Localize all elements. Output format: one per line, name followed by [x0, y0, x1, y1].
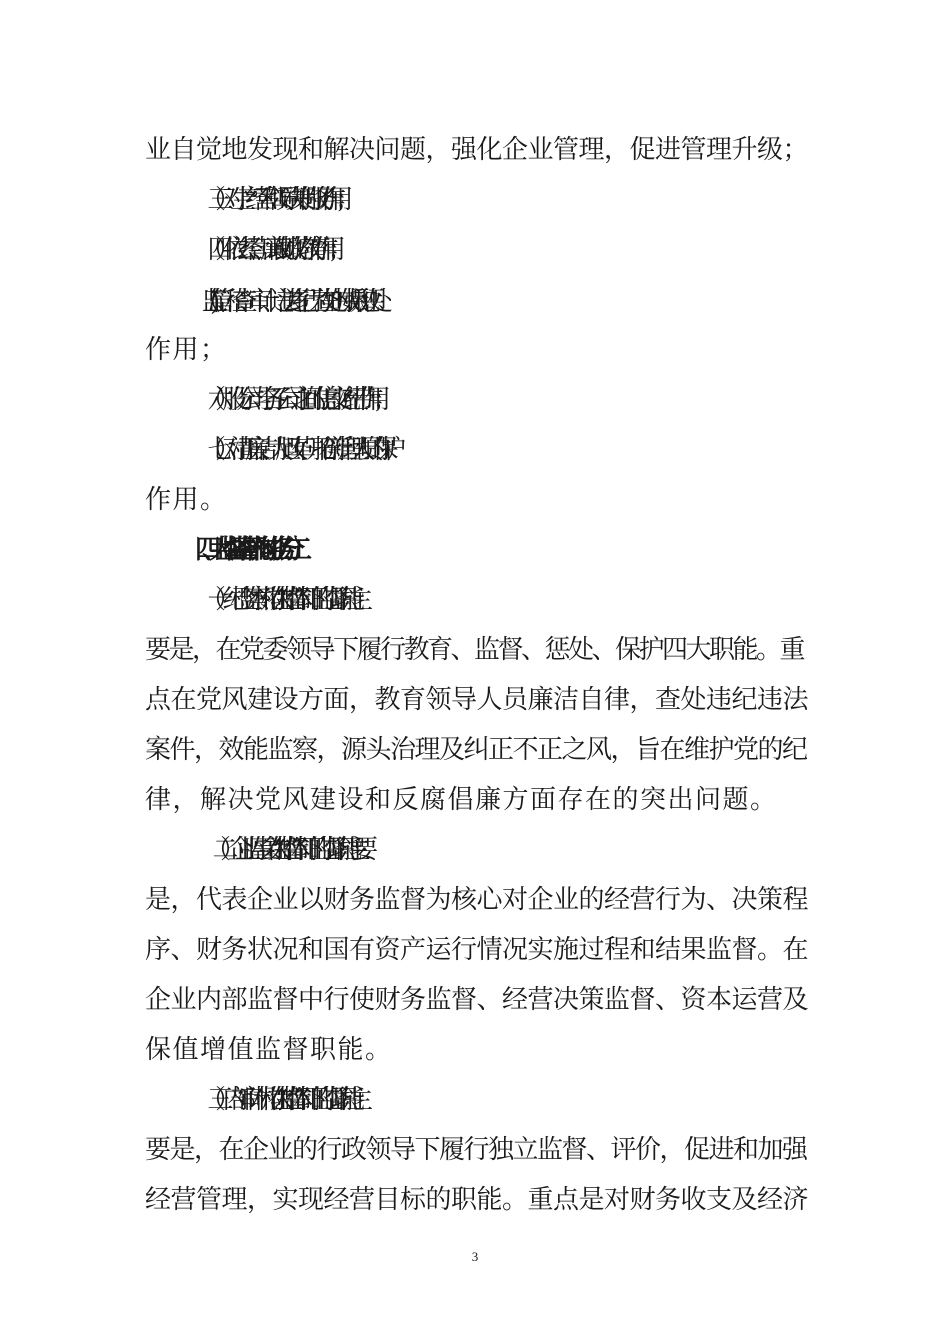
text-line: 要是，在党委领导下履行教育、监督、惩处、保护四大职能。重	[145, 635, 804, 665]
text-line: 案件，效能监察，源头治理及纠正不正之风，旨在维护党的纪	[145, 735, 807, 765]
text-line: 律，解决党风建设和反腐倡廉方面存在的突出问题。	[145, 785, 778, 815]
text-line: 是，代表企业以财务监督为核心对企业的经营行为、决策程	[145, 885, 809, 915]
text-line: 点在党风建设方面，教育领导人员廉洁自律，查处违纪违法	[145, 685, 809, 715]
text-line: 经营管理，实现经营目标的职能。重点是对财务收支及经济	[145, 1185, 809, 1215]
text-line: （三）对生产经营和领导决策的服务作用；	[200, 185, 343, 215]
text-line: （四）依法经营、廉政勤政的教育作用；	[200, 235, 336, 265]
text-line: 作用；	[145, 335, 228, 365]
text-line: 业自觉地发现和解决问题，强化企业管理，促进管理升级；	[145, 135, 809, 165]
text-line: 企业内部监督中行使财务监督、经营决策监督、资本运营及	[145, 985, 809, 1015]
text-line: 作用。	[145, 485, 228, 515]
text-line: （七）对清正廉洁、大胆改革、开拓创新管理人员的保护	[200, 435, 388, 465]
text-line: 保值增值监督职能。	[145, 1035, 393, 1065]
section-heading: 四、大监督监督机构的业务分工	[195, 535, 294, 565]
text-line: （五)监管、稽查、审计、违法违纪行为查处的威慑和惩处	[195, 287, 375, 317]
text-line: （一）纪检监察机构在“大监督”体制下的监督职能主	[200, 585, 355, 615]
text-line: （六）股份公司与各子公司之间的信息交流纽带作用；	[200, 385, 381, 415]
text-line: 序、财务状况和国有资产运行情况实施过程和结果监督。在	[145, 935, 809, 965]
text-line: （三）内部审计机构在“大监督”体制下的监督职能主	[200, 1085, 355, 1115]
text-line: （二）企业监事会在“大监督”体制下的监督职能主要	[205, 835, 360, 865]
page-number: 3	[471, 1249, 479, 1264]
text-line: 要是，在企业的行政领导下履行独立监督、评价，促进和加强	[145, 1135, 807, 1165]
